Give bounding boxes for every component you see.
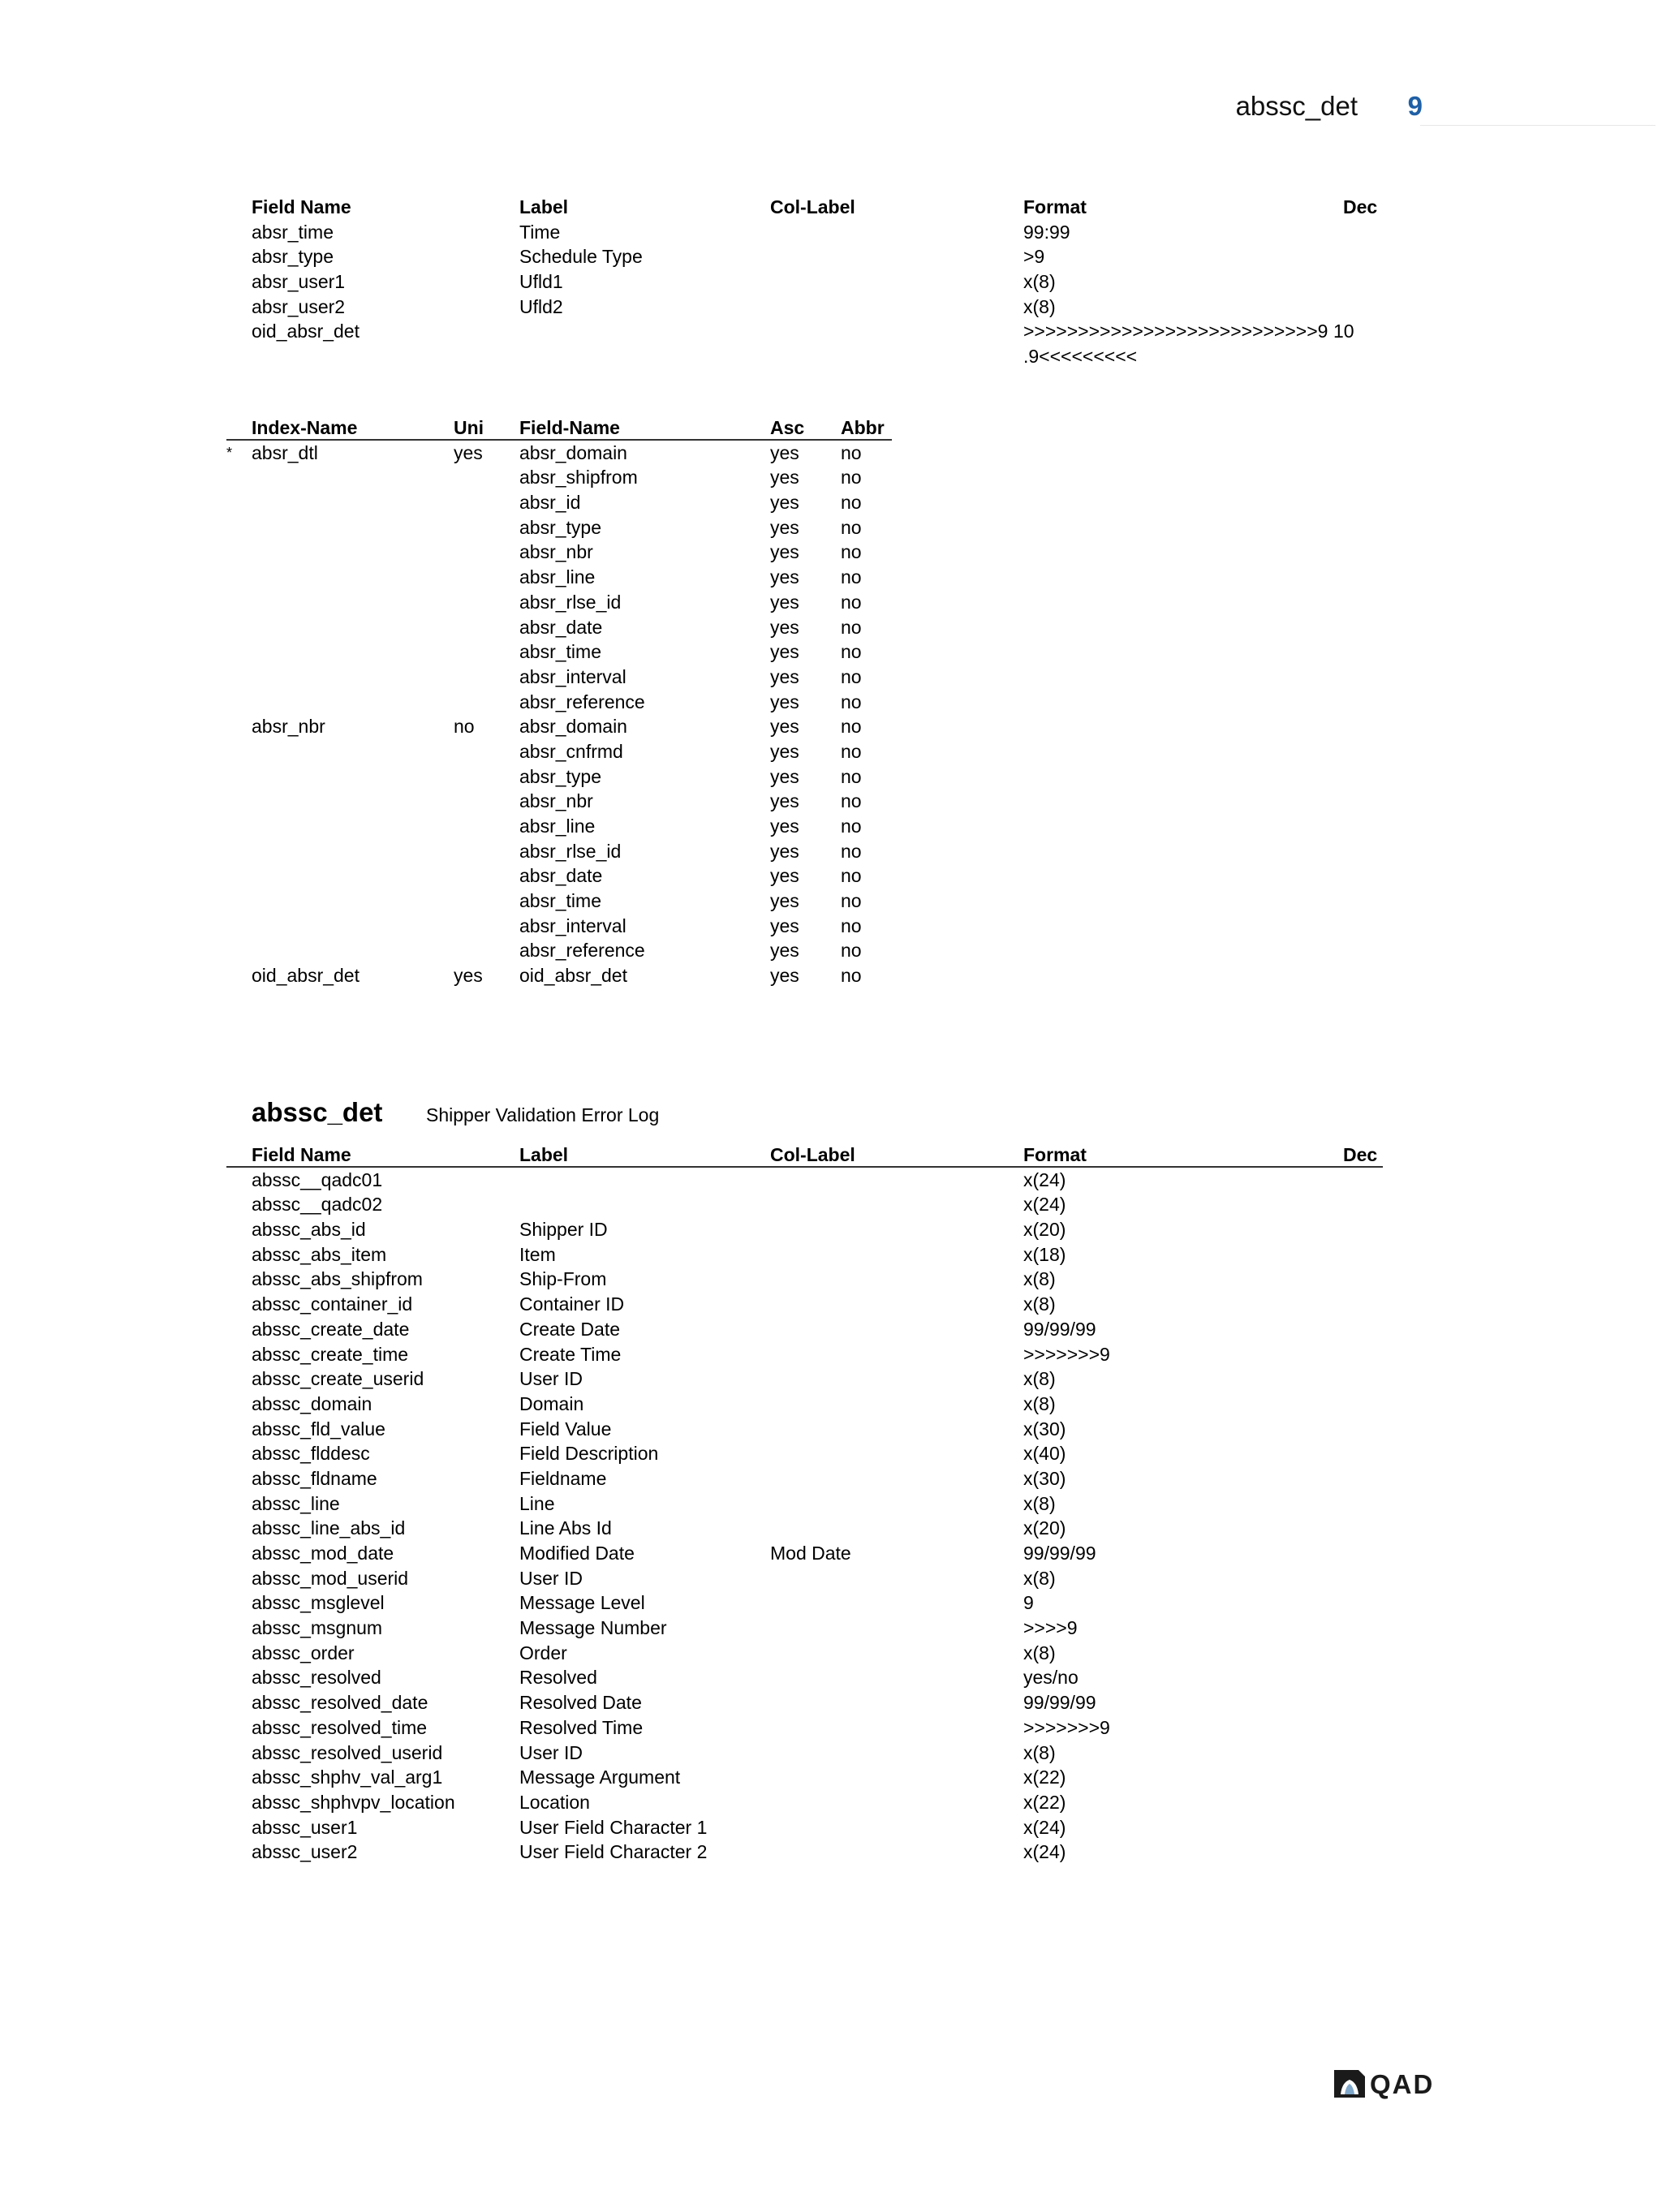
qad-logo-text: QAD bbox=[1370, 2069, 1435, 2099]
table-row bbox=[0, 814, 1662, 839]
index-field-cell: absr_domain bbox=[519, 441, 627, 463]
index-field-cell: absr_reference bbox=[519, 940, 645, 962]
table-row bbox=[0, 1466, 1662, 1491]
ascending-cell: yes bbox=[770, 467, 799, 488]
field-name-cell: abssc_abs_item bbox=[252, 1243, 387, 1265]
format-cell: x(8) bbox=[1023, 1293, 1056, 1315]
label-cell: Domain bbox=[519, 1392, 584, 1414]
label-cell: Fieldname bbox=[519, 1467, 607, 1489]
column-header-label: Label bbox=[519, 1144, 569, 1165]
col-label-cell: Mod Date bbox=[770, 1543, 851, 1564]
format-cell: x(24) bbox=[1023, 1168, 1066, 1190]
index-field-cell: oid_absr_det bbox=[519, 965, 627, 987]
column-header-dec: Dec bbox=[1343, 1144, 1378, 1165]
abssc-fields-table bbox=[0, 1143, 1662, 1865]
format-cell: 99/99/99 bbox=[1023, 1692, 1096, 1714]
ascending-cell: yes bbox=[770, 492, 799, 514]
column-header-format: Format bbox=[1023, 1144, 1087, 1165]
column-header-asc: Asc bbox=[770, 417, 805, 438]
ascending-cell: yes bbox=[770, 616, 799, 638]
table-row bbox=[0, 1342, 1662, 1367]
ascending-cell: yes bbox=[770, 965, 799, 987]
index-name-cell: absr_dtl bbox=[252, 441, 318, 463]
abbreviated-cell: no bbox=[841, 914, 862, 936]
abbreviated-cell: no bbox=[841, 492, 862, 514]
qad-logo bbox=[1334, 2068, 1456, 2101]
table-row bbox=[0, 1690, 1662, 1715]
abbreviated-cell: no bbox=[841, 716, 862, 738]
absr-fields-table bbox=[0, 195, 1662, 369]
table-header-row bbox=[0, 1143, 1662, 1168]
table-row bbox=[0, 1765, 1662, 1790]
table-row bbox=[0, 938, 1662, 963]
label-cell: Line Abs Id bbox=[519, 1517, 612, 1539]
field-name-cell: abssc_user2 bbox=[252, 1841, 358, 1863]
table-description: Shipper Validation Error Log bbox=[426, 1104, 660, 1125]
field-name-cell: abssc_flddesc bbox=[252, 1443, 370, 1465]
abbreviated-cell: no bbox=[841, 965, 862, 987]
index-field-cell: absr_interval bbox=[519, 914, 626, 936]
field-name-cell: abssc_resolved_date bbox=[252, 1692, 428, 1714]
format-cell: x(8) bbox=[1023, 1642, 1056, 1663]
qad-logo-icon bbox=[1334, 2070, 1365, 2098]
table-row bbox=[0, 1790, 1662, 1815]
field-name-cell: abssc_msglevel bbox=[252, 1592, 385, 1614]
table-row bbox=[0, 220, 1662, 245]
format-cell: yes/no bbox=[1023, 1667, 1079, 1689]
label-cell: Line bbox=[519, 1492, 555, 1514]
ascending-cell: yes bbox=[770, 765, 799, 787]
format-cell: >>>>>>>9 bbox=[1023, 1343, 1110, 1365]
label-cell: Resolved bbox=[519, 1667, 597, 1689]
table-row bbox=[0, 1541, 1662, 1566]
table-row bbox=[0, 1616, 1662, 1641]
format-cell: >>>>9 bbox=[1023, 1617, 1078, 1639]
index-field-cell: absr_time bbox=[519, 641, 601, 663]
abbreviated-cell: no bbox=[841, 840, 862, 862]
abbreviated-cell: no bbox=[841, 591, 862, 613]
table-row bbox=[0, 490, 1662, 515]
table-row bbox=[0, 1317, 1662, 1342]
format-cell: >9 bbox=[1023, 246, 1045, 268]
index-field-cell: absr_reference bbox=[519, 691, 645, 712]
field-name-cell: abssc_shphvpv_location bbox=[252, 1791, 455, 1813]
field-name-cell: abssc_line_abs_id bbox=[252, 1517, 406, 1539]
field-name-cell: abssc_abs_id bbox=[252, 1219, 366, 1241]
table-row bbox=[0, 1217, 1662, 1242]
index-field-cell: absr_interval bbox=[519, 665, 626, 687]
dec-cell: 10 bbox=[1333, 321, 1354, 342]
table-row bbox=[0, 1715, 1662, 1741]
absr-index-table bbox=[0, 415, 1662, 988]
running-header bbox=[0, 91, 1662, 131]
index-name-cell: absr_nbr bbox=[252, 716, 325, 738]
format-cell: 99:99 bbox=[1023, 221, 1070, 243]
format-cell: x(22) bbox=[1023, 1791, 1066, 1813]
table-row bbox=[0, 344, 1662, 369]
field-name-cell: abssc_shphv_val_arg1 bbox=[252, 1767, 443, 1788]
format-cell: >>>>>>>>>>>>>>>>>>>>>>>>>>>9 bbox=[1023, 321, 1328, 342]
column-header-field-name: Field Name bbox=[252, 196, 351, 217]
column-header-format: Format bbox=[1023, 196, 1087, 217]
table-row bbox=[0, 590, 1662, 615]
format-cell: x(24) bbox=[1023, 1841, 1066, 1863]
table-row bbox=[0, 914, 1662, 939]
format-cell: x(8) bbox=[1023, 271, 1056, 293]
label-cell: Modified Date bbox=[519, 1543, 635, 1564]
index-field-cell: absr_nbr bbox=[519, 790, 593, 812]
table-row bbox=[0, 1815, 1662, 1840]
abbreviated-cell: no bbox=[841, 790, 862, 812]
field-name-cell: oid_absr_det bbox=[252, 321, 360, 342]
label-cell: Message Level bbox=[519, 1592, 645, 1614]
label-cell: Message Number bbox=[519, 1617, 667, 1639]
format-cell: x(20) bbox=[1023, 1219, 1066, 1241]
table-row bbox=[0, 295, 1662, 320]
index-field-cell: absr_rlse_id bbox=[519, 840, 622, 862]
table-row bbox=[0, 1292, 1662, 1317]
format-cell: .9<<<<<<<<< bbox=[1023, 346, 1138, 368]
abbreviated-cell: no bbox=[841, 691, 862, 712]
abbreviated-cell: no bbox=[841, 890, 862, 912]
label-cell: User ID bbox=[519, 1741, 583, 1763]
ascending-cell: yes bbox=[770, 441, 799, 463]
table-row bbox=[0, 1441, 1662, 1466]
index-field-cell: absr_type bbox=[519, 516, 602, 538]
column-header-dec: Dec bbox=[1343, 196, 1378, 217]
table-row bbox=[0, 690, 1662, 715]
abbreviated-cell: no bbox=[841, 816, 862, 837]
table-row bbox=[0, 1392, 1662, 1417]
ascending-cell: yes bbox=[770, 691, 799, 712]
abbreviated-cell: no bbox=[841, 665, 862, 687]
table-row bbox=[0, 1566, 1662, 1591]
column-header-field-name: Field Name bbox=[252, 1144, 351, 1165]
table-row bbox=[0, 441, 1662, 466]
field-name-cell: abssc_create_userid bbox=[252, 1368, 424, 1390]
format-cell: x(20) bbox=[1023, 1517, 1066, 1539]
ascending-cell: yes bbox=[770, 865, 799, 887]
format-cell: 99/99/99 bbox=[1023, 1318, 1096, 1340]
abbreviated-cell: no bbox=[841, 516, 862, 538]
field-name-cell: abssc_fld_value bbox=[252, 1418, 385, 1440]
index-field-cell: absr_domain bbox=[519, 716, 627, 738]
ascending-cell: yes bbox=[770, 591, 799, 613]
field-name-cell: abssc_fldname bbox=[252, 1467, 377, 1489]
abbreviated-cell: no bbox=[841, 441, 862, 463]
label-cell: Item bbox=[519, 1243, 556, 1265]
table-header-row bbox=[0, 195, 1662, 220]
table-row bbox=[0, 244, 1662, 269]
index-field-cell: absr_cnfrmd bbox=[519, 740, 623, 762]
primary-index-marker: * bbox=[226, 444, 233, 461]
ascending-cell: yes bbox=[770, 790, 799, 812]
field-name-cell: abssc_domain bbox=[252, 1392, 372, 1414]
field-name-cell: abssc_order bbox=[252, 1642, 355, 1663]
table-row bbox=[0, 839, 1662, 864]
abbreviated-cell: no bbox=[841, 865, 862, 887]
field-name-cell: abssc_resolved_time bbox=[252, 1716, 428, 1738]
label-cell: Order bbox=[519, 1642, 567, 1663]
format-cell: x(8) bbox=[1023, 1392, 1056, 1414]
field-name-cell: abssc_abs_shipfrom bbox=[252, 1268, 423, 1290]
field-name-cell: abssc_create_time bbox=[252, 1343, 409, 1365]
field-name-cell: absr_time bbox=[252, 221, 334, 243]
label-cell: Field Description bbox=[519, 1443, 659, 1465]
ascending-cell: yes bbox=[770, 665, 799, 687]
index-field-cell: absr_rlse_id bbox=[519, 591, 622, 613]
label-cell: Time bbox=[519, 221, 561, 243]
field-name-cell: abssc_user1 bbox=[252, 1816, 358, 1838]
table-row bbox=[0, 1491, 1662, 1517]
label-cell: Message Argument bbox=[519, 1767, 681, 1788]
label-cell: Resolved Time bbox=[519, 1716, 644, 1738]
label-cell: Shipper ID bbox=[519, 1219, 608, 1241]
format-cell: x(30) bbox=[1023, 1418, 1066, 1440]
label-cell: Ufld2 bbox=[519, 295, 563, 317]
ascending-cell: yes bbox=[770, 890, 799, 912]
index-field-cell: absr_line bbox=[519, 566, 596, 588]
abbreviated-cell: no bbox=[841, 616, 862, 638]
field-name-cell: abssc_resolved_userid bbox=[252, 1741, 443, 1763]
table-row bbox=[0, 540, 1662, 565]
label-cell: User ID bbox=[519, 1368, 583, 1390]
running-header-title: abssc_det bbox=[1235, 91, 1358, 121]
ascending-cell: yes bbox=[770, 566, 799, 588]
table-row bbox=[0, 1665, 1662, 1690]
format-cell: x(8) bbox=[1023, 1567, 1056, 1589]
table-row bbox=[0, 1741, 1662, 1766]
table-row bbox=[0, 789, 1662, 814]
table-row bbox=[0, 1641, 1662, 1666]
page-number: 9 bbox=[1407, 91, 1423, 121]
format-cell: 9 bbox=[1023, 1592, 1034, 1614]
format-cell: x(8) bbox=[1023, 295, 1056, 317]
table-name: abssc_det bbox=[252, 1097, 383, 1127]
header-divider bbox=[1420, 125, 1656, 126]
field-name-cell: abssc_resolved bbox=[252, 1667, 381, 1689]
field-name-cell: abssc_container_id bbox=[252, 1293, 413, 1315]
label-cell: Container ID bbox=[519, 1293, 625, 1315]
abbreviated-cell: no bbox=[841, 740, 862, 762]
table-row bbox=[0, 1242, 1662, 1267]
field-name-cell: abssc_create_date bbox=[252, 1318, 410, 1340]
table-row bbox=[0, 665, 1662, 690]
label-cell: User Field Character 2 bbox=[519, 1841, 708, 1863]
ascending-cell: yes bbox=[770, 940, 799, 962]
field-name-cell: abssc_mod_userid bbox=[252, 1567, 409, 1589]
table-row bbox=[0, 615, 1662, 640]
label-cell: Create Date bbox=[519, 1318, 621, 1340]
label-cell: User ID bbox=[519, 1567, 583, 1589]
ascending-cell: yes bbox=[770, 716, 799, 738]
table-row bbox=[0, 1168, 1662, 1193]
ascending-cell: yes bbox=[770, 840, 799, 862]
index-field-cell: absr_type bbox=[519, 765, 602, 787]
abbreviated-cell: no bbox=[841, 641, 862, 663]
table-row bbox=[0, 565, 1662, 590]
table-row bbox=[0, 639, 1662, 665]
field-name-cell: abssc_mod_date bbox=[252, 1543, 394, 1564]
format-cell: x(8) bbox=[1023, 1741, 1056, 1763]
format-cell: 99/99/99 bbox=[1023, 1543, 1096, 1564]
index-field-cell: absr_shipfrom bbox=[519, 467, 638, 488]
field-name-cell: abssc__qadc02 bbox=[252, 1194, 383, 1216]
ascending-cell: yes bbox=[770, 914, 799, 936]
format-cell: x(30) bbox=[1023, 1467, 1066, 1489]
table-row bbox=[0, 269, 1662, 295]
label-cell: Location bbox=[519, 1791, 590, 1813]
field-name-cell: absr_type bbox=[252, 246, 334, 268]
column-header-label: Label bbox=[519, 196, 569, 217]
label-cell: Ufld1 bbox=[519, 271, 563, 293]
format-cell: >>>>>>>9 bbox=[1023, 1716, 1110, 1738]
label-cell: Create Time bbox=[519, 1343, 622, 1365]
field-name-cell: abssc_msgnum bbox=[252, 1617, 383, 1639]
index-field-cell: absr_id bbox=[519, 492, 581, 514]
ascending-cell: yes bbox=[770, 641, 799, 663]
unique-cell: no bbox=[454, 716, 475, 738]
abbreviated-cell: no bbox=[841, 765, 862, 787]
format-cell: x(18) bbox=[1023, 1243, 1066, 1265]
table-row bbox=[0, 1267, 1662, 1292]
column-header-uni: Uni bbox=[454, 417, 484, 438]
table-row bbox=[0, 889, 1662, 914]
index-name-cell: oid_absr_det bbox=[252, 965, 360, 987]
index-field-cell: absr_date bbox=[519, 865, 603, 887]
table-row bbox=[0, 1366, 1662, 1392]
unique-cell: yes bbox=[454, 441, 483, 463]
format-cell: x(24) bbox=[1023, 1816, 1066, 1838]
format-cell: x(24) bbox=[1023, 1194, 1066, 1216]
table-row bbox=[0, 465, 1662, 490]
index-field-cell: absr_time bbox=[519, 890, 601, 912]
table-row bbox=[0, 1516, 1662, 1541]
format-cell: x(22) bbox=[1023, 1767, 1066, 1788]
format-cell: x(8) bbox=[1023, 1492, 1056, 1514]
column-header-col-label: Col-Label bbox=[770, 1144, 855, 1165]
table-header-row bbox=[0, 415, 1662, 441]
column-header-field-name: Field-Name bbox=[519, 417, 620, 438]
table-row bbox=[0, 1192, 1662, 1217]
format-cell: x(40) bbox=[1023, 1443, 1066, 1465]
column-header-index-name: Index-Name bbox=[252, 417, 358, 438]
field-name-cell: absr_user2 bbox=[252, 295, 346, 317]
index-field-cell: absr_line bbox=[519, 816, 596, 837]
abbreviated-cell: no bbox=[841, 566, 862, 588]
ascending-cell: yes bbox=[770, 541, 799, 563]
field-name-cell: abssc_line bbox=[252, 1492, 340, 1514]
label-cell: Resolved Date bbox=[519, 1692, 642, 1714]
ascending-cell: yes bbox=[770, 516, 799, 538]
format-cell: x(8) bbox=[1023, 1368, 1056, 1390]
table-row bbox=[0, 1417, 1662, 1442]
table-row bbox=[0, 515, 1662, 540]
table-row bbox=[0, 1840, 1662, 1865]
unique-cell: yes bbox=[454, 965, 483, 987]
table-row bbox=[0, 739, 1662, 764]
table-row bbox=[0, 863, 1662, 889]
label-cell: User Field Character 1 bbox=[519, 1816, 708, 1838]
table-row bbox=[0, 764, 1662, 790]
index-field-cell: absr_date bbox=[519, 616, 603, 638]
field-name-cell: absr_user1 bbox=[252, 271, 346, 293]
table-row bbox=[0, 714, 1662, 739]
abbreviated-cell: no bbox=[841, 541, 862, 563]
index-field-cell: absr_nbr bbox=[519, 541, 593, 563]
format-cell: x(8) bbox=[1023, 1268, 1056, 1290]
field-name-cell: abssc__qadc01 bbox=[252, 1168, 383, 1190]
table-row bbox=[0, 1590, 1662, 1616]
label-cell: Field Value bbox=[519, 1418, 612, 1440]
table-row bbox=[0, 319, 1662, 344]
column-header-col-label: Col-Label bbox=[770, 196, 855, 217]
abbreviated-cell: no bbox=[841, 467, 862, 488]
ascending-cell: yes bbox=[770, 740, 799, 762]
table-row bbox=[0, 963, 1662, 988]
label-cell: Ship-From bbox=[519, 1268, 607, 1290]
column-header-abbr: Abbr bbox=[841, 417, 885, 438]
label-cell: Schedule Type bbox=[519, 246, 643, 268]
ascending-cell: yes bbox=[770, 816, 799, 837]
abbreviated-cell: no bbox=[841, 940, 862, 962]
